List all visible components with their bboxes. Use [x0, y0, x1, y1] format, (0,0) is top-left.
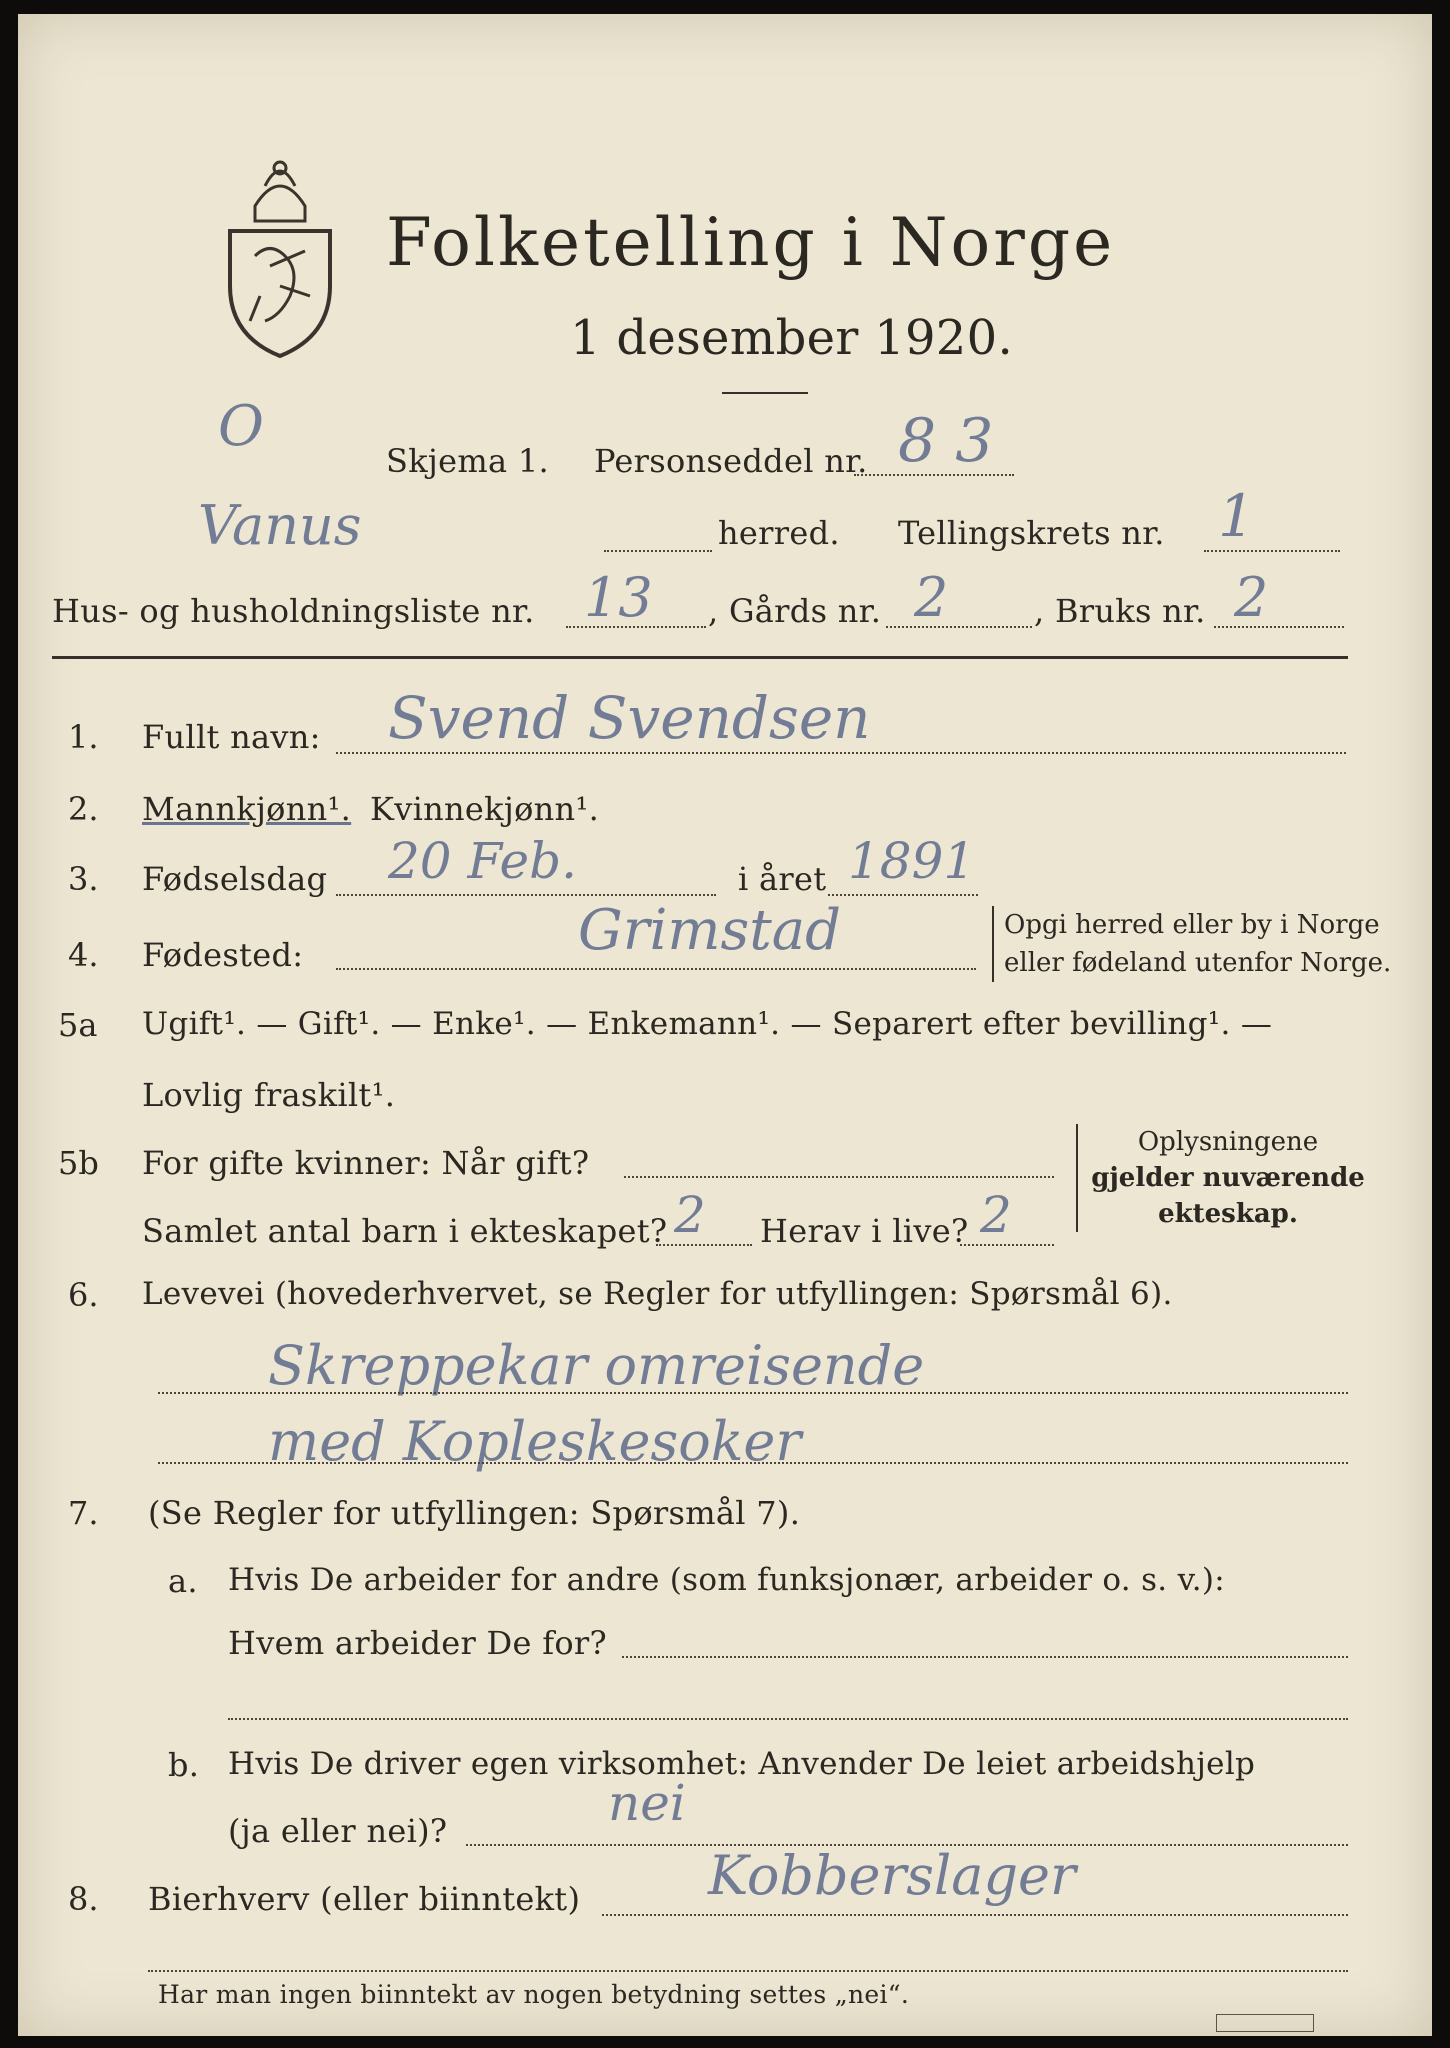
form-title: Folketelling i Norge [386, 204, 1116, 281]
q3-aaret-label: i året [738, 860, 827, 898]
hus-label: Hus- og husholdningsliste nr. [52, 592, 535, 630]
q7-number: 7. [68, 1494, 99, 1532]
q8-number: 8. [68, 1880, 99, 1918]
q6-value-1: Skreppekar omreisende [268, 1334, 925, 1397]
q2-number: 2. [68, 790, 99, 828]
q7a-label: Hvis De arbeider for andre (som funksjonær, arbeider o. s. v.): [228, 1562, 1226, 1598]
q7a-label2: Hvem arbeider De for? [228, 1624, 607, 1662]
q5b-barn-value: 2 [674, 1186, 706, 1244]
herred-value: Vanus [198, 494, 362, 557]
footer-note: Har man ingen biinntekt av nogen betydning settes „nei“. [158, 1980, 910, 2009]
q5b-herav-value: 2 [980, 1186, 1012, 1244]
handwritten-initial: O [218, 394, 264, 459]
q5b-number: 5b [58, 1144, 99, 1182]
gards-line [886, 626, 1032, 628]
bruks-label: , Bruks nr. [1034, 592, 1206, 630]
q5b-herav-label: Herav i live? [760, 1212, 969, 1250]
q8-line-1 [602, 1914, 1348, 1916]
q5b-label2: Samlet antal barn i ekteskapet? [142, 1212, 668, 1250]
q3-aaret-line [828, 894, 978, 896]
q5a-number: 5a [58, 1006, 98, 1044]
q8-line-2 [148, 1970, 1348, 1972]
q7b-label2: (ja eller nei)? [228, 1812, 448, 1850]
personseddel-value: 8 3 [898, 406, 994, 476]
q7b-number: b. [168, 1746, 200, 1784]
q7-label: (Se Regler for utfyllingen: Spørsmål 7). [148, 1494, 801, 1532]
tellingskrets-label: Tellingskrets nr. [898, 514, 1165, 552]
q5a-options-2: Lovlig fraskilt¹. [142, 1076, 396, 1114]
q2-mannkjonn: Mannkjønn¹. [142, 790, 352, 828]
q7a-line-1 [622, 1656, 1348, 1658]
q1-line [336, 752, 1346, 754]
q6-line-1 [158, 1392, 1348, 1394]
census-form-page [18, 14, 1432, 2036]
q4-line [336, 968, 976, 970]
q6-number: 6. [68, 1276, 99, 1314]
q3-aaret-value: 1891 [848, 832, 976, 890]
q5b-herav-line [960, 1244, 1054, 1246]
q5a-options: Ugift¹. — Gift¹. — Enke¹. — Enkemann¹. — Separert efter bevilling¹. — [142, 1006, 1273, 1042]
skjema-label: Skjema 1. [386, 442, 549, 480]
q5b-note-line3: ekteskap. [1158, 1199, 1298, 1229]
bruks-value: 2 [1234, 566, 1269, 629]
q5b-label1: For gifte kvinner: Når gift? [142, 1144, 590, 1182]
gards-label: , Gårds nr. [708, 592, 882, 630]
q8-value: Kobberslager [708, 1844, 1076, 1907]
q6-label: Levevei (hovederhvervet, se Regler for utfyllingen: Spørsmål 6). [142, 1276, 1173, 1312]
q7a-line-2 [228, 1718, 1348, 1720]
gards-value: 2 [914, 566, 949, 629]
q7a-number: a. [168, 1562, 198, 1600]
q2-kvinnekjonn: Kvinnekjønn¹. [370, 790, 600, 828]
q4-note-line1: Opgi herred eller by i Norge [1004, 910, 1380, 940]
herred-line [604, 550, 712, 552]
q5b-when-line [624, 1176, 1054, 1178]
personseddel-label: Personseddel nr. [594, 442, 868, 480]
tellingskrets-line [1204, 550, 1340, 552]
q4-value: Grimstad [578, 898, 841, 963]
q1-number: 1. [68, 718, 99, 756]
coat-of-arms-icon [210, 146, 350, 366]
q7b-label: Hvis De driver egen virksomhet: Anvender De leiet arbeidshjelp [228, 1746, 1256, 1782]
q3-value: 20 Feb. [388, 832, 577, 890]
herred-label: herred. [718, 514, 840, 552]
q8-label: Bierhverv (eller biinntekt) [148, 1880, 581, 1918]
q4-number: 4. [68, 936, 99, 974]
q7b-value: nei [608, 1774, 686, 1832]
q4-label: Fødested: [142, 936, 304, 974]
q6-value-2: med Kopleskesoker [268, 1410, 802, 1473]
q1-label: Fullt navn: [142, 718, 321, 756]
q5b-note-line2: gjelder nuværende [1091, 1163, 1365, 1193]
q3-label: Fødselsdag [142, 860, 328, 898]
q1-value: Svend Svendsen [388, 684, 871, 752]
q3-number: 3. [68, 860, 99, 898]
q5b-barn-line [656, 1244, 752, 1246]
printer-stamp [1216, 2014, 1314, 2032]
q5b-note [1076, 1124, 1378, 1232]
q4-note [992, 906, 1391, 982]
hus-value: 13 [584, 566, 653, 629]
form-date: 1 desember 1920. [570, 310, 1014, 366]
title-divider [722, 392, 808, 394]
q5b-note-line1: Oplysningene [1137, 1127, 1319, 1157]
section-divider [52, 656, 1348, 659]
q6-line-2 [158, 1462, 1348, 1464]
tellingskrets-value: 1 [1218, 482, 1255, 550]
q3-line [336, 894, 716, 896]
q4-note-line2: eller fødeland utenfor Norge. [1004, 948, 1392, 978]
